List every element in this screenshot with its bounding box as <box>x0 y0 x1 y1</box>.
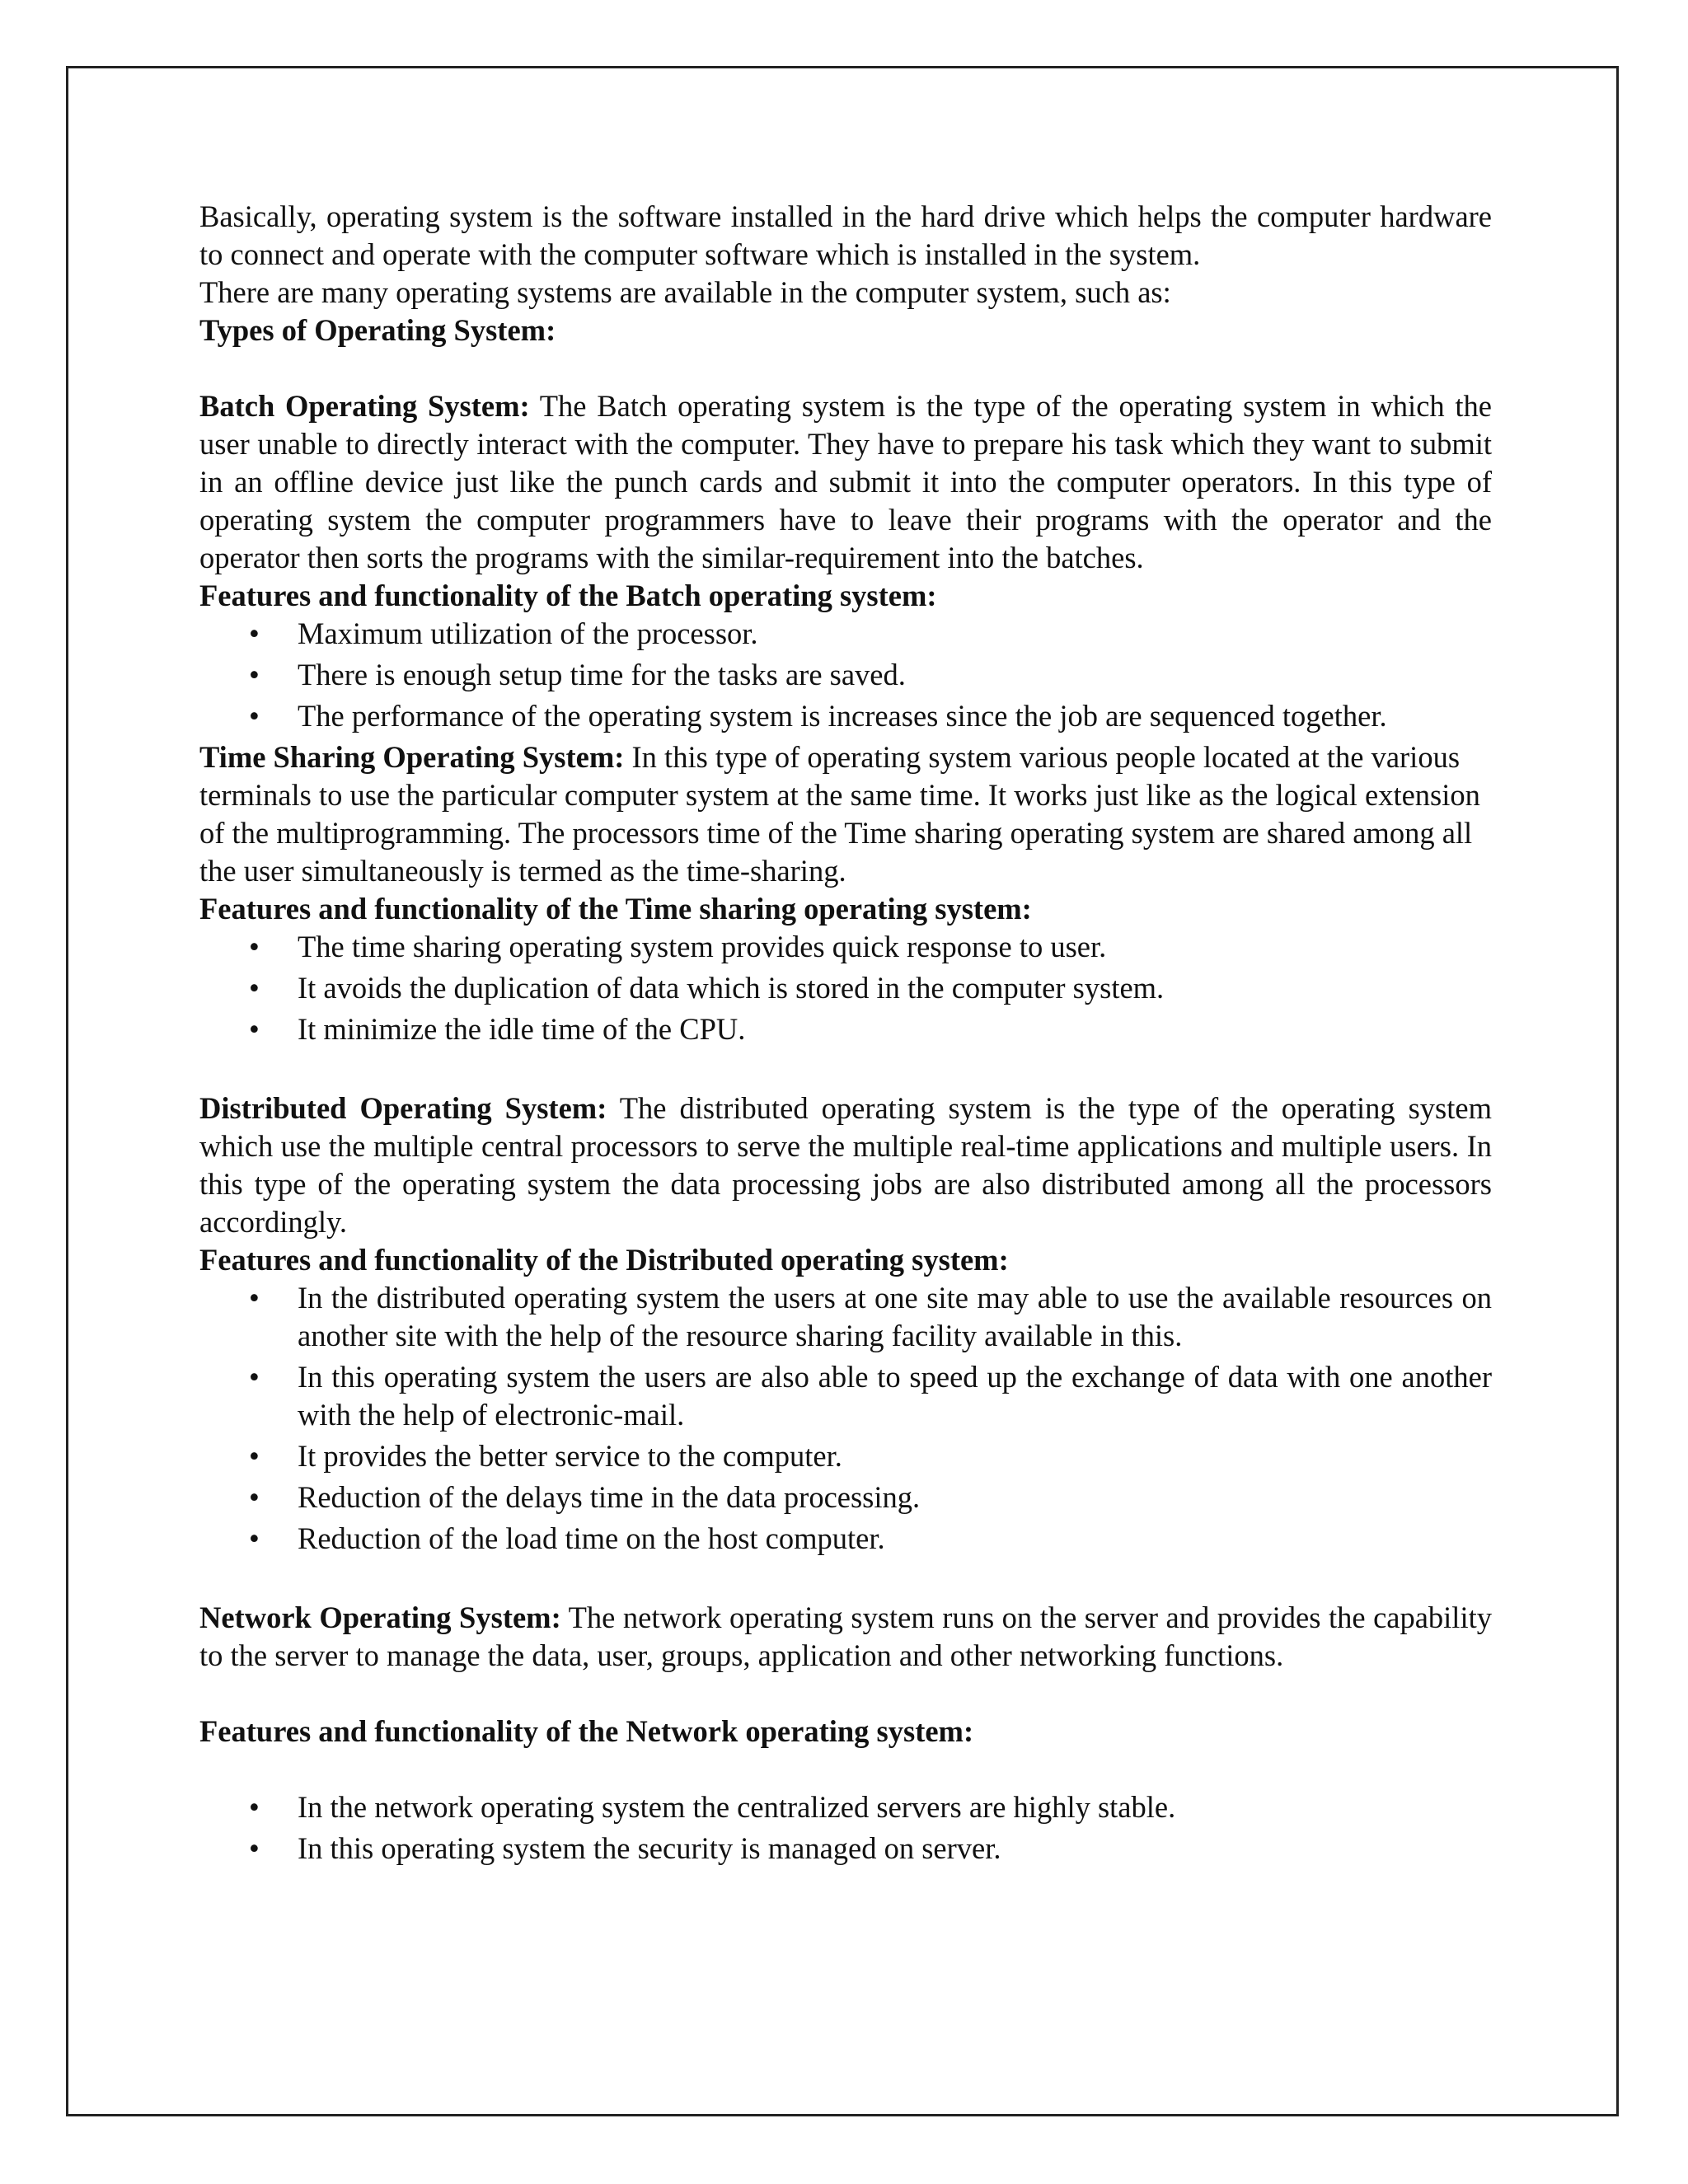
list-item: • In this operating system the security is managed on server. <box>199 1830 1492 1868</box>
distributed-features-list <box>199 1279 1492 1558</box>
network-section <box>199 1599 1492 1675</box>
batch-section <box>199 387 1492 577</box>
bullet-icon: • <box>249 930 260 963</box>
timesharing-text: In this type of operating system various people located at the various terminals to use the particular computer system at the same time. It works just like as the logical extension of the multiprogramming. The processors time of the Time sharing operating system are shared among all the user simultaneously is termed as the time-sharing. <box>199 740 1480 888</box>
list-item: • Reduction of the load time on the host computer. <box>199 1520 1492 1558</box>
batch-title: Batch Operating System: <box>199 389 530 423</box>
list-item: • Reduction of the delays time in the data processing. <box>199 1479 1492 1516</box>
network-text: The network operating system runs on the server and provides the capability to the server to manage the data, user, groups, application and other networking functions. <box>199 1601 1492 1672</box>
list-item: • It provides the better service to the computer. <box>199 1437 1492 1475</box>
list-item: • There is enough setup time for the tasks are saved. <box>199 656 1492 694</box>
timesharing-section <box>199 738 1492 890</box>
bullet-icon: • <box>249 616 260 650</box>
bullet-icon: • <box>249 658 260 691</box>
timesharing-title: Time Sharing Operating System: <box>199 740 625 774</box>
bullet-icon: • <box>249 1831 260 1865</box>
timesharing-features-list <box>199 928 1492 1048</box>
bullet-icon: • <box>249 1281 260 1315</box>
batch-features-heading: Features and functionality of the Batch operating system: <box>199 579 937 612</box>
types-heading: Types of Operating System: <box>199 313 556 347</box>
intro-sentence: There are many operating systems are available in the computer system, such as: <box>199 275 1171 309</box>
network-features-heading: Features and functionality of the Network operating system: <box>199 1714 974 1748</box>
batch-features-list <box>199 615 1492 735</box>
batch-text: The Batch operating system is the type of the operating system in which the user unable to directly interact with the computer. They have to prepare his task which they want to submit in an offline device just like the punch cards and submit it into the computer operators. In this type of operating system the computer programmers have to leave their programs with the operator and the operator then sorts the programs with the similar-requirement into the batches. <box>199 389 1492 574</box>
list-item: • In this operating system the users are also able to speed up the exchange of data with one another with the help of electronic-mail. <box>249 1360 1492 1432</box>
distributed-text: The distributed operating system is the type of the operating system which use the multiple central processors to serve the multiple real-time applications and multiple users. In this type of the operating system the data processing jobs are also distributed among all the processors accordingly. <box>199 1091 1492 1239</box>
list-item: • In the distributed operating system the users at one site may able to use the available resources on another site with the help of the resource sharing facility available in this. <box>249 1281 1492 1352</box>
bullet-icon: • <box>249 1790 260 1824</box>
bullet-icon: • <box>249 1360 260 1394</box>
list-item: • Maximum utilization of the processor. <box>199 615 1492 653</box>
document-body <box>199 198 1492 1871</box>
network-title: Network Operating System: <box>199 1601 561 1634</box>
list-item: • It minimize the idle time of the CPU. <box>199 1010 1492 1048</box>
distributed-section <box>199 1090 1492 1241</box>
bullet-icon: • <box>249 1480 260 1514</box>
bullet-icon: • <box>249 1439 260 1473</box>
network-features-list <box>199 1788 1492 1868</box>
bullet-icon: • <box>249 1521 260 1555</box>
list-item: • The performance of the operating system is increases since the job are sequenced together. <box>199 697 1492 735</box>
list-item: • It avoids the duplication of data which is stored in the computer system. <box>199 969 1492 1007</box>
distributed-title: Distributed Operating System: <box>199 1091 607 1125</box>
list-item: • The time sharing operating system provides quick response to user. <box>199 928 1492 966</box>
intro-paragraph: Basically, operating system is the software installed in the hard drive which helps the computer hardware to connect and operate with the computer software which is installed in the system. <box>199 199 1492 271</box>
bullet-icon: • <box>249 971 260 1005</box>
distributed-features-heading: Features and functionality of the Distributed operating system: <box>199 1243 1009 1277</box>
list-item: • In the network operating system the centralized servers are highly stable. <box>199 1788 1492 1826</box>
bullet-icon: • <box>249 699 260 733</box>
bullet-icon: • <box>249 1012 260 1046</box>
timesharing-features-heading: Features and functionality of the Time sharing operating system: <box>199 892 1032 926</box>
